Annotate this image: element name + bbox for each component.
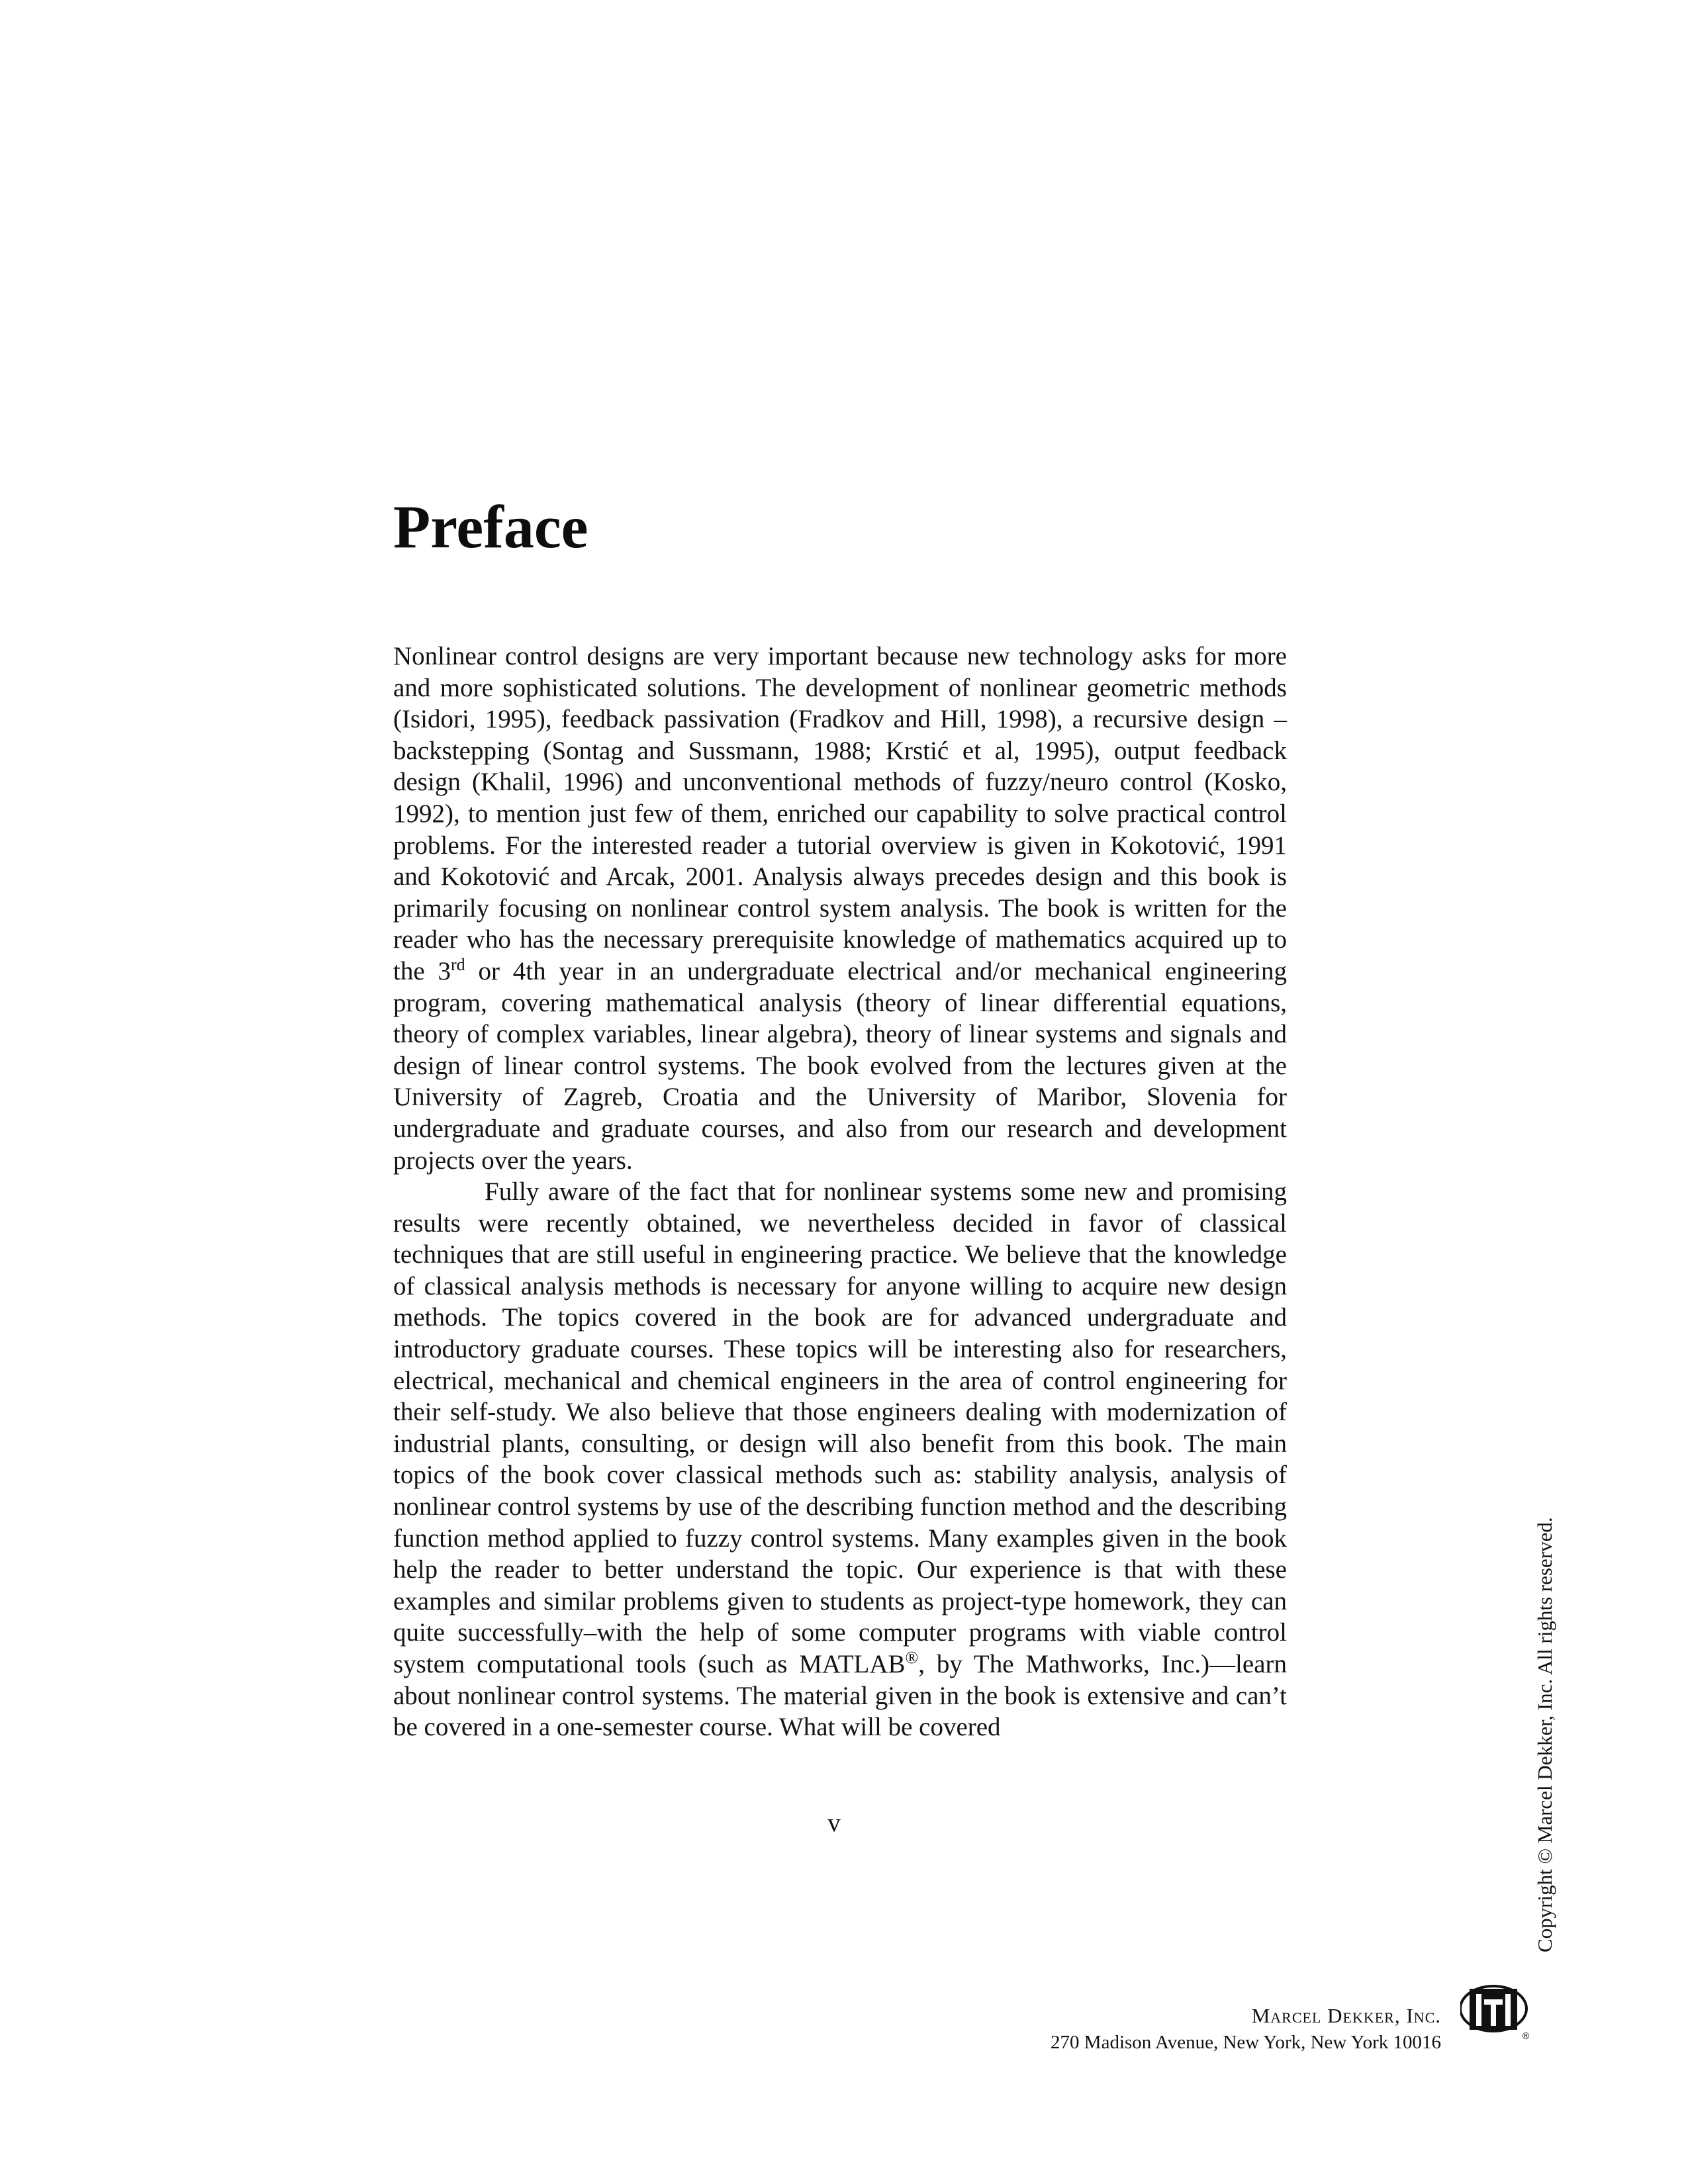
preface-body — [393, 641, 1287, 1743]
page-title: Preface — [393, 492, 588, 561]
superscript: ® — [905, 1648, 919, 1667]
text-run: Nonlinear control designs are very important because new technology asks for more and more sophisticated solutions. The development of nonlinear geometric methods (Isidori, 1995), feedback passivation (Fradkov and Hill, 1998), a recursive design – backstepping (Sontag and Sussmann, 1988; Krstić et al, 1995), output feedback design (Khalil, 1996) and unconventional methods of fuzzy/neuro control (Kosko, 1992), to mention just few of them, enriched our capability to solve practical control problems. For the interested reader a tutorial overview is given in Kokotović, 1991 and Kokotović and Arcak, 2001. Analysis always precedes design and this book is primarily focusing on nonlinear control system analysis. The book is written for the reader who has the necessary prerequisite knowledge of mathematics acquired up to the 3 — [393, 642, 1287, 985]
paragraph-1 — [393, 641, 1287, 1176]
marcel-dekker-logo-icon — [1460, 1976, 1540, 2042]
page-number: v — [827, 1809, 841, 1837]
registered-mark: ® — [1521, 2031, 1530, 2042]
text-run: , by The Mathworks, Inc.)—learn about nonlinear control systems. The material given in the book is extensive and can’t be covered in a one-semester course. What will be covered — [393, 1650, 1287, 1742]
text-run: Fully aware of the fact that for nonlinear systems some new and promising results were recently obtained, we nevertheless decided in favor of classical techniques that are still useful in engineering practice. We believe that the knowledge of classical analysis methods is necessary for anyone willing to acquire new design methods. The topics covered in the book are for advanced undergraduate and introductory graduate courses. These topics will be interesting also for researchers, electrical, mechanical and chemical engineers in the area of control engineering for their self-study. We also believe that those engineers dealing with modernization of industrial plants, consulting, or design will also benefit from this book. The main topics of the book cover classical methods such as: stability analysis, analysis of nonlinear control systems by use of the describing function method and the describing function method applied to fuzzy control systems. Many examples given in the book help the reader to better understand the topic. Our experience is that with these examples and similar problems given to students as project-type homework, they can quite successfully–with the help of some computer programs with viable control system computational tools (such as MATLAB — [393, 1177, 1287, 1678]
text-run: or 4th year in an undergraduate electrical and/or mechanical engineering program, covering mathematical analysis (theory of linear differential equations, theory of complex variables, linear algebra), theory of linear systems and signals and design of linear control systems. The book evolved from the lectures given at the University of Zagreb, Croatia and the University of Maribor, Slovenia for undergraduate and graduate courses, and also from our research and development projects over the years. — [393, 956, 1287, 1175]
paragraph-2 — [393, 1176, 1287, 1743]
superscript: rd — [450, 954, 465, 974]
publisher-name: Marcel Dekker, Inc. — [1251, 2004, 1441, 2027]
copyright-notice: Copyright © Marcel Dekker, Inc. All rights reserved. — [1533, 1517, 1556, 1952]
publisher-block — [1051, 2002, 1441, 2056]
publisher-address: 270 Madison Avenue, New York, New York 10016 — [1051, 2031, 1441, 2053]
